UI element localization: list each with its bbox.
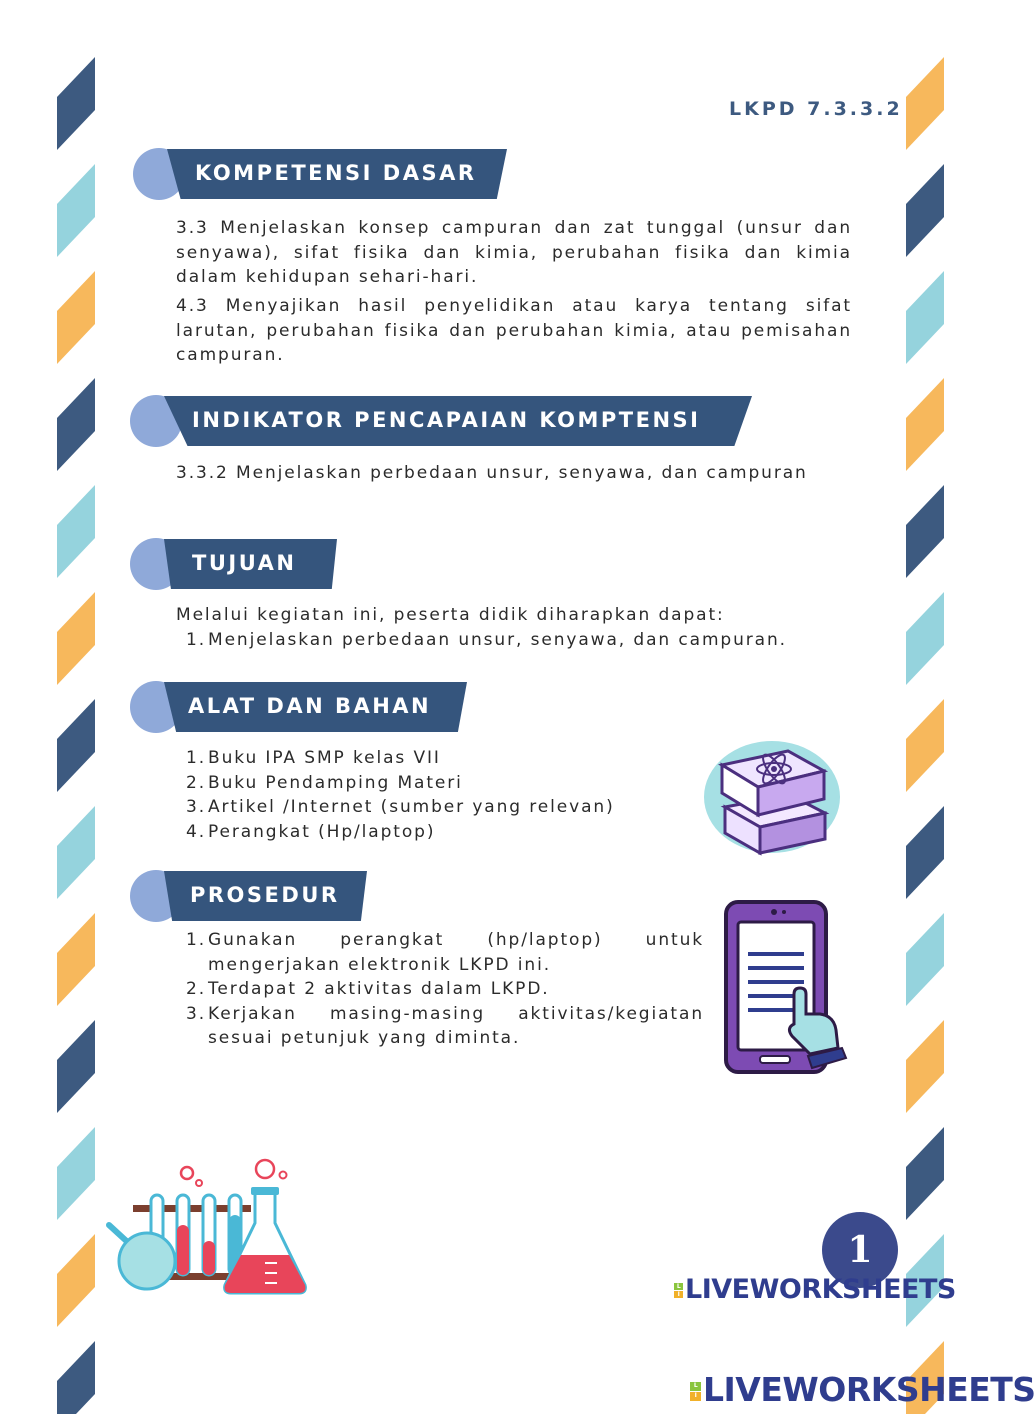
stripe	[57, 1127, 95, 1220]
section-title-ipk: INDIKATOR PENCAPAIAN KOMPTENSI	[192, 408, 701, 432]
kd-paragraph-1: 3.3 Menjelaskan konsep campuran dan zat tunggal (unsur dan senyawa), sifat fisika dan kimia, perubahan fisika dan kimia dalam kehidupan sehari-hari.	[176, 218, 852, 287]
brand-logo-inner	[674, 1274, 956, 1305]
stripe	[906, 57, 944, 150]
list-text: Perangkat (Hp/laptop)	[208, 821, 436, 842]
stripe	[57, 1234, 95, 1327]
list-item	[186, 628, 866, 653]
stripe	[906, 913, 944, 1006]
section-header-prosedur	[130, 870, 370, 924]
stripe	[57, 592, 95, 685]
section-title-alat: ALAT DAN BAHAN	[188, 694, 432, 718]
list-number: 1.	[186, 930, 207, 950]
books-atom-icon	[700, 735, 850, 865]
list-number: 3.	[186, 1003, 207, 1024]
list-number: 1.	[186, 630, 207, 650]
brand-text: LIVEWORKSHEETS	[685, 1274, 956, 1305]
section-title-prosedur: PROSEDUR	[190, 883, 340, 907]
list-item	[186, 977, 704, 1002]
stripe	[57, 485, 95, 578]
stripe	[57, 1341, 95, 1414]
list-item	[186, 1002, 704, 1051]
brand-logo-footer[interactable]	[690, 1370, 1036, 1409]
stripe	[57, 57, 95, 150]
list-item	[186, 820, 686, 845]
stripe	[57, 699, 95, 792]
brand-live-badge: L I	[690, 1382, 701, 1402]
list-text: Buku Pendamping Materi	[208, 772, 463, 793]
stripe	[906, 1127, 944, 1220]
section-header-ipk	[130, 395, 755, 449]
page-code: LKPD 7.3.3.2	[729, 98, 903, 120]
tujuan-list	[186, 628, 866, 653]
list-number: 1.	[186, 748, 207, 768]
page-number-badge: 1	[822, 1212, 898, 1288]
list-text: Kerjakan masing-masing aktivitas/kegiatan sesuai petunjuk yang diminta.	[208, 1003, 704, 1048]
stripe	[906, 271, 944, 364]
stripe	[57, 1020, 95, 1113]
right-border-stripes	[906, 57, 944, 1309]
brand-text: LIVEWORKSHEETS	[703, 1370, 1036, 1409]
list-text: Buku IPA SMP kelas VII	[208, 748, 441, 768]
section-header-alat	[130, 681, 470, 735]
smartphone-touch-icon	[722, 898, 852, 1078]
list-text: Artikel /Internet (sumber yang relevan)	[208, 797, 615, 817]
list-number: 4.	[186, 821, 207, 842]
kd-paragraph-2: 4.3 Menyajikan hasil penyelidikan atau karya tentang sifat larutan, perubahan fisika dan perubahan kimia, atau pemisahan campuran.	[176, 296, 852, 365]
list-text: Menjelaskan perbedaan unsur, senyawa, dan campuran.	[208, 630, 787, 650]
stripe	[57, 913, 95, 1006]
stripe	[906, 164, 944, 257]
list-item	[186, 795, 686, 820]
list-text: Terdapat 2 aktivitas dalam LKPD.	[208, 979, 550, 999]
ipk-text: 3.3.2 Menjelaskan perbedaan unsur, senyawa, dan campuran	[176, 463, 808, 483]
stripe	[906, 806, 944, 899]
lab-glassware-icon	[105, 1155, 320, 1300]
stripe	[906, 485, 944, 578]
list-number: 2.	[186, 772, 207, 793]
list-item	[186, 771, 686, 796]
list-item	[186, 928, 704, 977]
stripe	[906, 1020, 944, 1113]
list-number: 2.	[186, 979, 207, 999]
stripe	[57, 271, 95, 364]
stripe	[57, 806, 95, 899]
right-stripes-svg	[906, 57, 944, 1309]
stripe	[906, 378, 944, 471]
stripe	[57, 164, 95, 257]
list-number: 3.	[186, 797, 207, 817]
tujuan-intro: Melalui kegiatan ini, peserta didik diharapkan dapat:	[176, 605, 725, 625]
stripe	[906, 699, 944, 792]
list-item	[186, 746, 686, 771]
list-text: Gunakan perangkat (hp/laptop) untuk mengerjakan elektronik LKPD ini.	[208, 930, 704, 975]
section-header-tujuan	[130, 538, 340, 592]
left-stripes-svg	[57, 57, 95, 1309]
alat-list	[186, 746, 686, 844]
stripe	[57, 378, 95, 471]
left-border-stripes	[57, 57, 95, 1309]
section-title-kd: KOMPETENSI DASAR	[195, 161, 477, 185]
prosedur-list	[186, 928, 704, 1051]
stripe	[906, 592, 944, 685]
section-title-tujuan: TUJUAN	[192, 551, 297, 575]
brand-live-badge: L I	[674, 1283, 683, 1299]
section-header-kd	[133, 148, 513, 202]
